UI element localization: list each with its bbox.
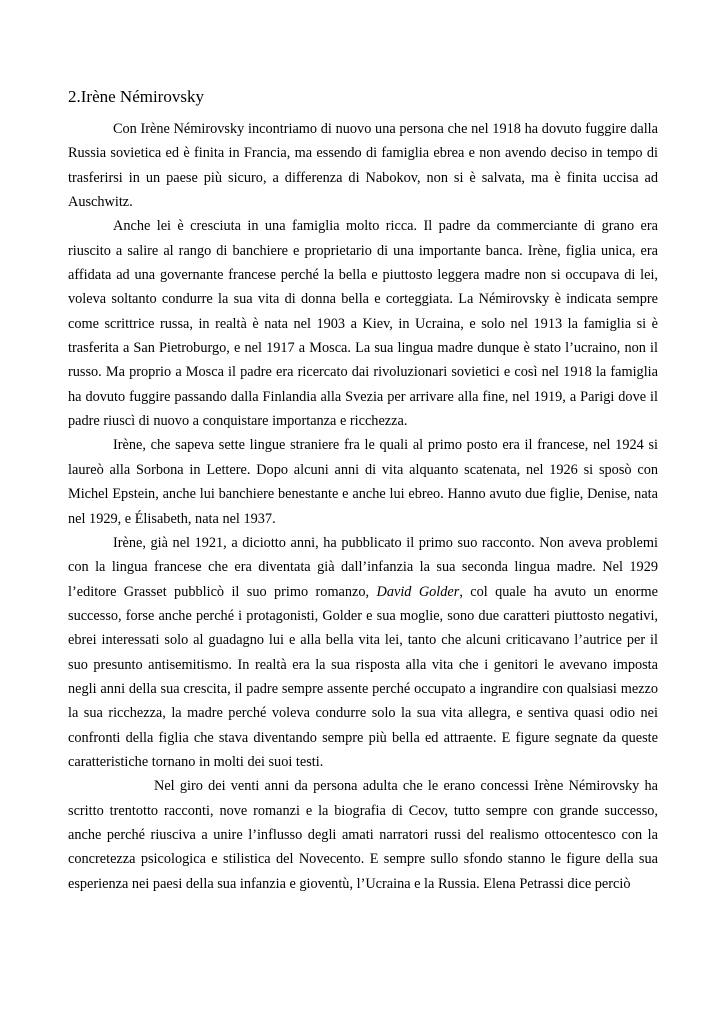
book-title-david-golder: David Golder <box>376 583 460 600</box>
paragraph-4-text-a: Irène, già nel 1921, a diciotto anni, ha pubblicato il primo suo racconto. Non aveva problemi con la lingua francese che era diventata già dall’infanzia la sua seconda lingua madre. Nel 1929 l’editore Grasset pubblicò il suo primo romanzo, <box>68 534 658 600</box>
paragraph-4-text-b: , col quale ha avuto un enorme successo, forse anche perché i protagonisti, Golder e sua moglie, sono due caratteri piuttosto negativi, ebrei interessati solo al guadagno lui e alla bella vita lei, tanto che alcuni criticavano l’autrice per il suo presunto antisemitismo. In realtà era la sua risposta alla vita che i genitori le avevano imposta negli anni della sua crescita, il padre sempre assente perché occupato a ingrandire con qualsiasi mezzo la sua ricchezza, la madre perché voleva condurre solo la sua vita allegra, e sentiva quasi odio nei confronti della figlia che stava diventando sempre più bella ed attraente. E figure segnate da queste caratteristiche tornano in molti dei suoi testi. <box>68 583 658 770</box>
document-body <box>68 117 658 896</box>
paragraph-1: Con Irène Némirovsky incontriamo di nuovo una persona che nel 1918 ha dovuto fuggire dalla Russia sovietica ed è finita in Francia, ma essendo di famiglia ebrea e non avendo deciso in tempo di trasferirsi in un paese più sicuro, a differenza di Nabokov, non si è salvata, ma è finita uccisa ad Auschwitz. <box>68 121 658 211</box>
section-heading: 2.Irène Némirovsky <box>68 87 204 106</box>
paragraph-2: Anche lei è cresciuta in una famiglia molto ricca. Il padre da commerciante di grano era riuscito a salire al rango di banchiere e proprietario di una importante banca. Irène, figlia unica, era affidata ad una governante francese perché la bella e piuttosto leggera madre non si occupava di lei, voleva soltanto condurre la sua vita di donna bella e corteggiata. La Némirovsky è indicata sempre come scrittrice russa, in realtà è nata nel 1903 a Kiev, in Ucraina, e solo nel 1913 la famiglia si è trasferita a San Pietroburgo, e nel 1917 a Mosca. La sua lingua madre dunque è stato l’ucraino, non il russo. Ma proprio a Mosca il padre era ricercato dai rivoluzionari sovietici e così nel 1918 la famiglia ha dovuto fuggire passando dalla Finlandia alla Svezia per arrivare alla fine, nel 1919, a Parigi dove il padre riuscì di nuovo a conquistare importanza e ricchezza. <box>68 218 658 430</box>
paragraph-4 <box>68 531 658 774</box>
paragraph-3: Irène, che sapeva sette lingue straniere fra le quali al primo posto era il francese, nel 1924 si laureò alla Sorbona in Lettere. Dopo alcuni anni di vita alquanto scatenata, nel 1926 si sposò con Michel Epstein, anche lui banchiere benestante e anche lui ebreo. Hanno avuto due figlie, Denise, nata nel 1929, e Élisabeth, nata nel 1937. <box>68 437 658 527</box>
paragraph-5: Nel giro dei venti anni da persona adulta che le erano concessi Irène Némirovsky ha scritto trentotto racconti, nove romanzi e la biografia di Cecov, tutto sempre con grande successo, anche perché riusciva a unire l’influsso degli amati narratori russi del realismo ottocentesco con la concretezza psicologica e stilistica del Novecento. E sempre sullo sfondo stanno le figure della sua esperienza nei paesi della sua infanzia e gioventù, l’Ucraina e la Russia. Elena Petrassi dice perciò <box>68 778 658 892</box>
